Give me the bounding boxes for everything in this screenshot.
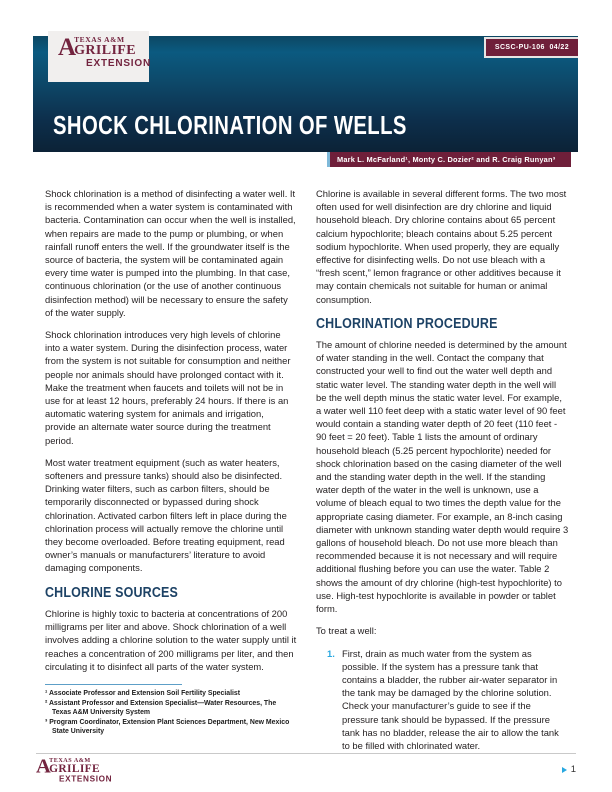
logo-grilife: GRILIFE [49, 762, 100, 775]
author-names: Mark L. McFarland¹, Monty C. Dozier² and R. Craig Runyan³ [337, 155, 556, 164]
footnote: ² Assistant Professor and Extension Specialist—Water Resources, The Texas A&M University System [45, 699, 277, 717]
paragraph: Chlorine is highly toxic to bacteria at concentrations of 200 milligrams per liter and above. Shock chlorination of a well involves adding a chlorine solution to the water supply until it reaches a concentration of 200 milligrams per liter, and then circulating it to disinfect all parts of the water system. [45, 607, 297, 672]
agrilife-logo-text [58, 33, 151, 69]
list-item [316, 647, 569, 753]
paragraph: Shock chlorination introduces very high levels of chlorine into a water system. During the disinfection process, water from the system is not suitable for consumption and neither people nor animals should have prolonged contact with it. Make the treatment when faucets and toilets will not be in use for at least 12 hours, preferably 24 hours. If there is an automatic watering system for animals and irrigation, provide an alternate water source during the treatment period. [45, 329, 291, 446]
logo-extension: EXTENSION [58, 774, 113, 784]
logo-extension: EXTENSION [86, 57, 151, 69]
list-item-text: First, drain as much water from the system as possible. If the system has a pressure tank that contains a bladder, the rubber air-water separator in the tank may be damaged by the chlorine solution. Check your manufacturer’s guide to see if the pressure tank should be bypassed. If the pressure tank has no bladder, release the air to allow the tank to be filled with chlorinated water. [342, 647, 559, 751]
footer-divider [36, 753, 576, 754]
logo-texas-am: TEXAS A&M [49, 756, 91, 764]
page-number [562, 764, 576, 775]
logo-big-a: A [36, 754, 51, 778]
footer-agrilife-logo [36, 754, 113, 784]
header-band [33, 33, 578, 152]
logo-grilife: GRILIFE [74, 42, 136, 58]
author-bar [327, 152, 571, 167]
page-title: SHOCK CHLORINATION OF WELLS [53, 110, 407, 140]
footnote: ¹ Associate Professor and Extension Soil Fertility Specialist [45, 689, 241, 697]
heading-chlorination-procedure: CHLORINATION PROCEDURE [316, 315, 498, 332]
doc-number-badge: SCSC-PU-106 04/22 [484, 37, 578, 58]
heading-chlorine-sources: CHLORINE SOURCES [45, 584, 179, 601]
paragraph: The amount of chlorine needed is determined by the amount of water standing in the well. Contact the company that constructed your well to find out the water well depth and static water level. The standing water depth in the well will be the well depth minus the static water level. For example, a water well 110 feet deep with a static water level of 90 feet would contain a standing water depth of 20 feet (110 feet - 90 feet = 20 feet). Table 1 lists the amount of ordinary household bleach (5.25 percent hypochlorite) needed for shock chlorination based on the casing diameter of the well and the standing water depth in the well. If the standing water depth of the water in the well is unknown, use a volume of bleach equal to two times the depth value for the appropriate casing diameter. For example, an 8-inch casing diameter with unknown standing water depth would require 3 gallons of household bleach. Do not use more bleach than recommended because it is not necessary and will require additional flushing before you can use the water. Table 2 shows the amount of dry chlorine (high-test hypochlorite) to use. High-test hypochlorite is available in powder or tablet form. [316, 339, 569, 615]
logo-big-a: A [58, 33, 77, 61]
footnotes [45, 689, 297, 737]
agrilife-logo [48, 31, 149, 82]
logo-texas-am: TEXAS A&M [74, 35, 125, 44]
page-arrow-icon [562, 767, 567, 773]
footer-agrilife-logo-text [36, 754, 113, 784]
list-intro: To treat a well: [316, 625, 377, 637]
paragraph: Shock chlorination is a method of disinfecting a water well. It is recommended when a water system is contaminated with bacteria. Contamination can occur when the well is installed, when repairs are made to the pump or plumbing, or when rainfall runoff enters the well. If the groundwater itself is the source of bacteria, the system will be contaminated again every time water is pumped into the plumbing. In that case, continuous chlorination (or the use of another continuous disinfection method) will be necessary to ensure the safety of the water supply. [45, 188, 296, 318]
footnote: ³ Program Coordinator, Extension Plant Sciences Department, New Mexico State University [45, 718, 290, 736]
list-item-number: 1. [327, 647, 335, 659]
paragraph: Chlorine is available in several different forms. The two most often used for well disinfection are dry chlorine and liquid household bleach. Dry chlorine contains about 65 percent calcium hypochlorite; bleach contains about 5.25 percent sodium hypochlorite. When used properly, they are equally effective for disinfecting wells. Do not use bleach with a “fresh scent,” lemon fragrance or other additives because it may contain chemicals not suitable for human or animal consumption. [316, 188, 567, 305]
page-number-value: 1 [570, 764, 576, 775]
left-column [45, 187, 297, 737]
right-column [316, 187, 569, 752]
footnote-divider [45, 684, 182, 685]
paragraph: Most water treatment equipment (such as water heaters, softeners and pressure tanks) should also be disinfected. Drinking water filters, such as carbon filters, should be temporarily disconnected or bypassed during shock chlorination. Activated carbon filters left in place during the chlorination process will actually remove the chlorine until they become overloaded. Before treating equipment, read owner’s manuals or manufacturers’ literature to avoid damaging components. [45, 456, 287, 574]
